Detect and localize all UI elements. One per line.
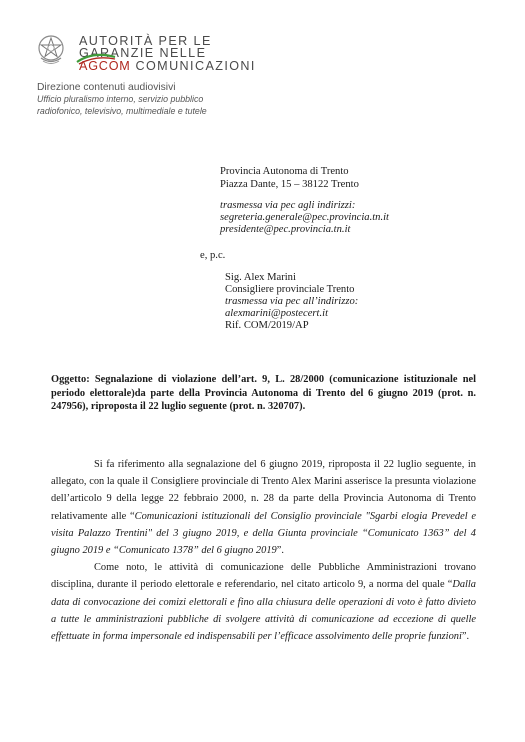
office-line-1: Ufficio pluralismo interno, servizio pubblico [37, 94, 204, 104]
paragraph-1-end: ”. [276, 545, 284, 557]
letter-body [51, 456, 476, 645]
recipient-address: Piazza Dante, 15 – 38122 Trento [220, 179, 359, 190]
cc-role: Consigliere provinciale Trento [225, 284, 355, 295]
cc-transmit-note: trasmessa via pec all’indirizzo: [225, 296, 359, 307]
paragraph-1-quote: Comunicazioni istituzionali del Consiglio provinciale "Sgarbi elogia Prevedel e visita Palazzo Trentini" del 3 giugno 2019, e della Giunta provinciale “Comunicato 1363” del 4 giugno 2019 e “Comunicato 1378” del 6 giugno 2019 [51, 510, 476, 557]
department-block [37, 82, 207, 117]
department-name: Direzione contenuti audiovisivi [37, 82, 176, 93]
office-line-2: radiofonico, televisivo, multimediale e tutele [37, 105, 207, 116]
swoosh-icon [75, 53, 117, 65]
agcom-wordmark: AGCOM [79, 58, 131, 73]
recipient-pec-1: segreteria.generale@pec.provincia.tn.it [220, 212, 389, 223]
paragraph-1-text: Si fa riferimento alla segnalazione del 6 giugno 2019, riproposta il 22 luglio seguente, in allegato, con la quale il Consigliere provinciale di Trento Alex Marini asserisce la presunta violazione dell’articolo 9 della legge 22 febbraio 2000, n. 28 da parte della Provincia Autonoma di Trento relativamente alle “ [51, 459, 476, 522]
paragraph-2-quote: Dalla data di convocazione dei comizi elettorali e fino alla chiusura delle operazioni di voto è fatto divieto a tutte le amministrazioni pubbliche di svolgere attività di comunicazione ad eccezione di quelle effettuate in forma impersonale ed indispensabili per l’efficace assolvimento delle proprie funzioni [51, 579, 476, 643]
recipient-pec-2: presidente@pec.provincia.tn.it [220, 224, 351, 235]
paragraph-1 [51, 456, 476, 559]
cc-label: e, p.c. [200, 250, 226, 261]
cc-pec: alexmarini@postecert.it [225, 308, 329, 319]
cc-name: Sig. Alex Marini [225, 272, 296, 283]
brand-line-1: AUTORITÀ PER LE [79, 34, 212, 48]
italian-republic-emblem-icon [36, 33, 66, 67]
paragraph-2-text: Come noto, le attività di comunicazione delle Pubbliche Amministrazioni trovano disciplina, durante il periodo elettorale e referendario, nel citato articolo 9, a norma del quale “ [51, 562, 476, 591]
recipient-name: Provincia Autonoma di Trento [220, 166, 349, 177]
cc-reference: Rif. COM/2019/AP [225, 320, 309, 331]
subject-line: Oggetto: Segnalazione di violazione dell’art. 9, L. 28/2000 (comunicazione istituzionale nel periodo elettorale)da parte della Provincia Autonoma di Trento del 6 giugno 2019 (prot. n. 247956), riproposta il 22 luglio seguente (prot. n. 320707). [51, 374, 476, 413]
agcom-logo [79, 35, 256, 72]
recipient-transmit-note: trasmessa via pec agli indirizzi: [220, 200, 356, 211]
paragraph-2-end: ”. [461, 631, 470, 643]
brand-line-3-text: COMUNICAZIONI [135, 58, 256, 73]
brand-line-2: GARANZIE NELLE [79, 46, 207, 61]
paragraph-2 [51, 559, 476, 645]
